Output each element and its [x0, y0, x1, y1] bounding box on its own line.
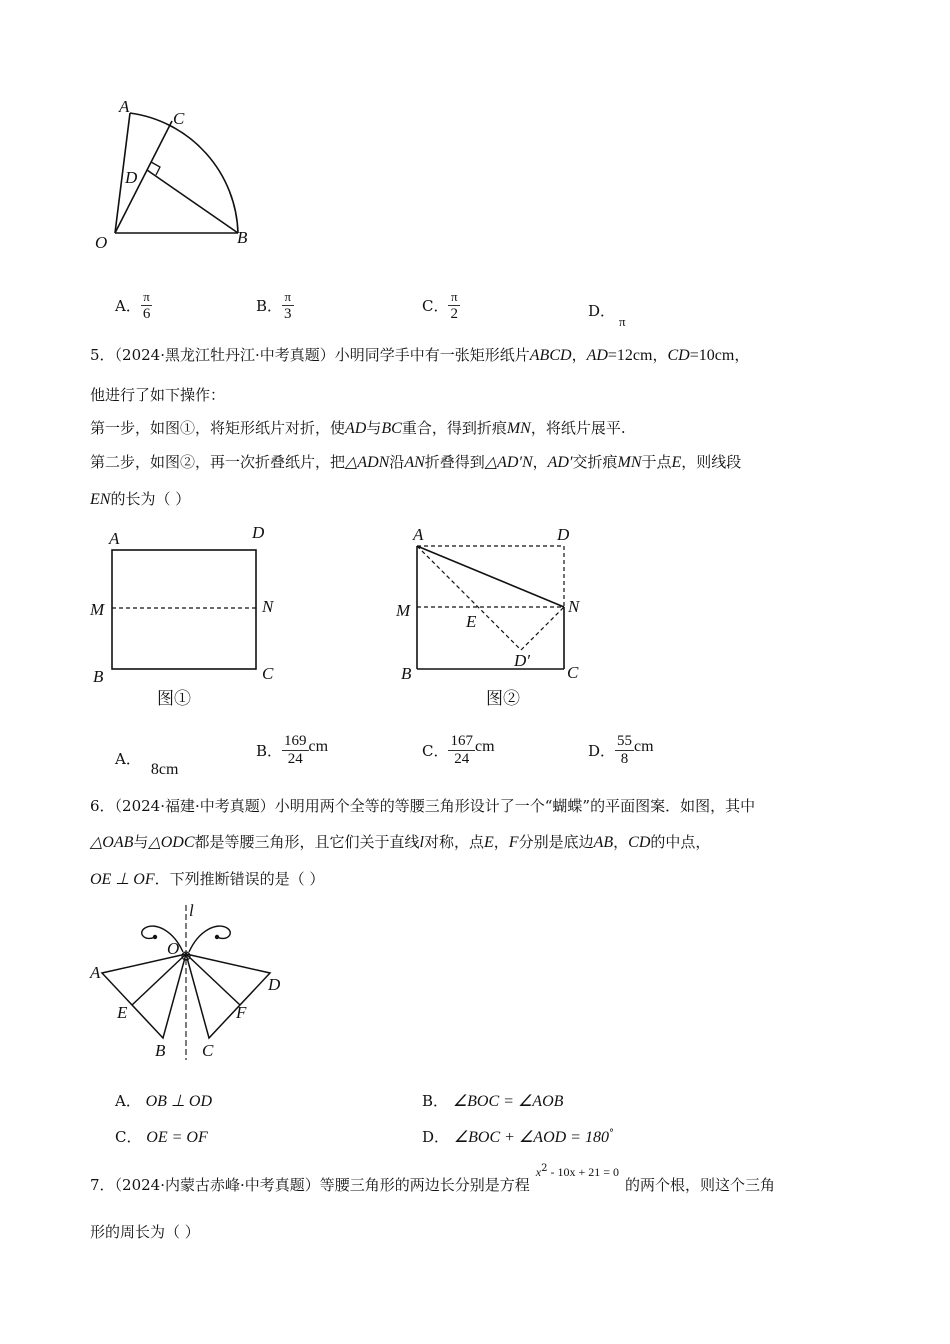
label-C: C: [567, 663, 579, 682]
q5-line-5: EN的长为（ ）: [90, 490, 191, 508]
segment-OC: [115, 121, 172, 233]
label-E: E: [117, 1003, 128, 1022]
label-E: E: [466, 612, 477, 631]
q5-option-a[interactable]: A．8cm: [115, 750, 179, 778]
q5-figure-2: [393, 520, 593, 715]
label-D: D: [125, 168, 138, 187]
q4-option-d[interactable]: D．π: [588, 302, 626, 329]
antenna-left-dot: [153, 935, 157, 939]
fraction: $\frac{\pi}{2}$: [450, 289, 458, 322]
q6-line-1: 6．（2024·福建·中考真题）小明用两个全等的等腰三角形设计了一个“蝴蝶”的平面图案．如图，其中: [90, 797, 756, 815]
dashed-AD-prime: [417, 546, 521, 650]
q5-line-4: 第二步，如图②，再一次折叠纸片，把△ADN沿AN折叠得到△AD′N，AD′交折痕MN于点E，则线段: [90, 453, 742, 471]
q4-option-b[interactable]: B． $\frac{\pi}{3}$: [256, 289, 292, 322]
label-M: M: [90, 600, 105, 619]
label-B: B: [93, 667, 104, 686]
label-A: A: [413, 525, 424, 544]
label-B: B: [237, 228, 248, 247]
q4-option-a[interactable]: A． $\frac{\pi}{6}$: [115, 289, 151, 322]
q6-butterfly-figure: [85, 900, 295, 1070]
q5-line-3: 第一步，如图①，将矩形纸片对折，使AD与BC重合，得到折痕MN，将纸片展平.: [90, 419, 626, 437]
label-D: D: [268, 975, 281, 994]
caption: 图①: [157, 689, 191, 708]
q6-option-a[interactable]: A． OB ⊥ OD: [115, 1092, 212, 1110]
label-B: B: [401, 664, 412, 683]
label-O: O: [167, 939, 180, 958]
fraction: $\frac{\pi}{3}$: [284, 289, 292, 322]
label-M: M: [396, 601, 411, 620]
label-F: F: [236, 1003, 247, 1022]
label-B: B: [155, 1041, 166, 1060]
q4-sector-figure: [85, 90, 265, 260]
q5-line-2: 他进行了如下操作：: [90, 386, 226, 404]
dashed-D-prime-N: [521, 607, 564, 650]
q6-option-d[interactable]: D． ∠BOC + ∠AOD = 180°: [422, 1128, 614, 1146]
fold-AN: [417, 546, 564, 607]
label-N: N: [568, 597, 580, 616]
label-O: O: [95, 233, 108, 252]
fraction: $\frac{\pi}{6}$: [142, 289, 151, 322]
label-D: D: [252, 523, 265, 542]
label-A: A: [90, 963, 101, 982]
q6-line-2: △OAB与△ODC都是等腰三角形，且它们关于直线l对称，点E，F分别是底边AB，CD的中点，: [90, 833, 711, 851]
q6-option-b[interactable]: B． ∠BOC = ∠AOB: [422, 1092, 564, 1110]
q5-option-d[interactable]: D． $\frac{55}{8}$ cm: [588, 733, 654, 767]
caption: 图②: [486, 689, 520, 708]
segment-OE: [132, 954, 186, 1005]
q6-option-c[interactable]: C． OE = OF: [115, 1128, 208, 1146]
rectangle-ABCD: [112, 550, 256, 669]
q6-line-3: OE ⊥ OF．下列推断错误的是（ ）: [90, 870, 325, 888]
label-A: A: [109, 529, 120, 548]
label-A: A: [119, 97, 130, 116]
q5-figure-1: [85, 520, 285, 715]
q5-option-c[interactable]: C． $\frac{167}{24}$ cm: [422, 733, 495, 767]
label-C: C: [202, 1041, 214, 1060]
q7-line-2: 形的周长为（ ）: [90, 1223, 200, 1241]
q5-line-1: 5．（2024·黑龙江牡丹江·中考真题）小明同学手中有一张矩形纸片ABCD，AD=12cm，CD=10cm，: [90, 346, 750, 364]
q5-option-b[interactable]: B． $\frac{169}{24}$ cm: [256, 733, 329, 767]
equation: x2 - 10x + 21 = 0: [535, 1163, 620, 1179]
antenna-right-dot: [215, 935, 219, 939]
label-N: N: [262, 597, 274, 616]
label-C: C: [173, 109, 185, 128]
q7-line-1: 7．（2024·内蒙古赤峰·中考真题）等腰三角形的两边长分别是方程$^{x^2 - 10x + 21 = 0}$的两个根，则这个三角: [90, 1163, 776, 1194]
antenna-right: [189, 926, 230, 952]
label-C: C: [262, 664, 274, 683]
q4-option-c[interactable]: C． $\frac{\pi}{2}$: [422, 289, 458, 322]
label-D: D: [557, 525, 570, 544]
segment-OF: [186, 954, 240, 1005]
label-l: l: [189, 901, 194, 920]
label-D-prime: D′: [514, 651, 530, 670]
